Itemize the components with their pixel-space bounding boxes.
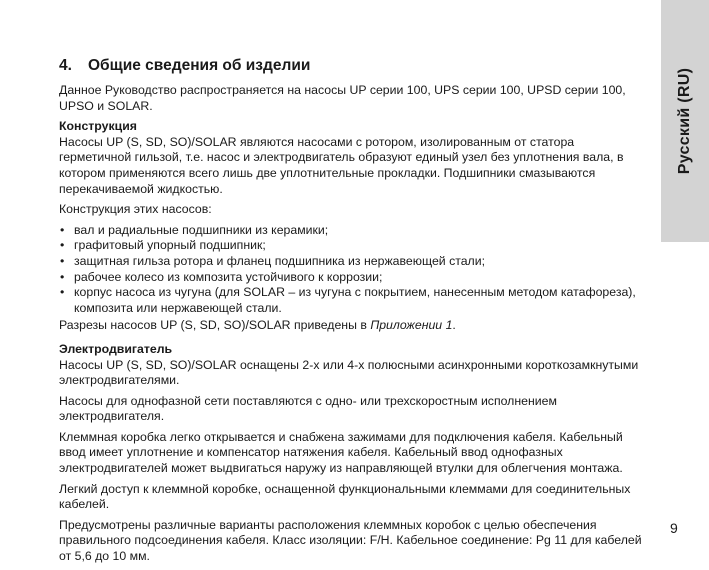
construction-list (59, 223, 649, 317)
list-item: • корпус насоса из чугуна (для SOLAR – из чугуна с покрытием, нанесенным методом катафореза), композита или нержавеющей стали. (59, 285, 649, 316)
motor-heading: Электродвигатель (59, 341, 173, 356)
appendix-reference: Приложении 1 (370, 318, 453, 333)
construction-list-intro: Конструкция этих насосов: (59, 202, 212, 217)
motor-paragraph-3: Клеммная коробка легко открывается и снабжена зажимами для подключения кабеля. Кабельный ввод имеет уплотнение и компенсатор натяжения кабеля. Кабельный ввод однофазных электродвигателей может выдвигаться наружу из направляющей втулки для облегчения монтажа. (59, 429, 623, 476)
sections-reference-paragraph (59, 318, 649, 334)
construction-paragraph: Насосы UP (S, SD, SO)/SOLAR являются насосами с ротором, изолированным от статора герметичной гильзой, т.е. насос и электродвигатель образуют единый узел без уплотнения вала, в котором применяются всего лишь две уплотнительные прокладки. Подшипники смазываются перекачиваемой жидкостью. (59, 134, 624, 196)
section-title-text: Общие сведения об изделии (88, 57, 311, 74)
section-title (59, 56, 649, 76)
list-item: • защитная гильза ротора и фланец подшипника из нержавеющей стали; (59, 254, 649, 270)
list-item: • графитовый упорный подшипник; (59, 238, 649, 254)
page-content (59, 56, 649, 570)
list-item: • вал и радиальные подшипники из керамики; (59, 223, 649, 239)
page-number: 9 (670, 520, 678, 536)
motor-paragraph-4: Легкий доступ к клеммной коробке, оснащенной функциональными клеммами для соединительных кабелей. (59, 481, 631, 512)
motor-paragraph-5: Предусмотрены различные варианты расположения клеммных коробок с целью обеспечения правильного подсоединения кабеля. Класс изоляции: F/H. Кабельное соединение: Pg 11 для кабелей от 5,6 до 10 мм. (59, 517, 642, 564)
intro-paragraph: Данное Руководство распространяется на насосы UP серии 100, UPS серии 100, UPSD серии 100, UPSO и SOLAR. (59, 83, 626, 113)
language-tab-label: Русский (RU) (676, 67, 693, 175)
motor-paragraph-1: Насосы UP (S, SD, SO)/SOLAR оснащены 2-х или 4-х полюсными асинхронными короткозамкнутыми электродвигателями. (59, 357, 639, 388)
list-item: • рабочее колесо из композита устойчивого к коррозии; (59, 270, 649, 286)
construction-heading: Конструкция (59, 119, 137, 134)
sections-end: . (452, 318, 456, 333)
motor-paragraph-2: Насосы для однофазной сети поставляются с одно- или трехскоростным исполнением электродвигателя. (59, 393, 557, 424)
section-number: 4. (59, 57, 72, 74)
sections-text: Разрезы насосов UP (S, SD, SO)/SOLAR приведены в (59, 318, 371, 333)
language-tab (661, 0, 709, 242)
